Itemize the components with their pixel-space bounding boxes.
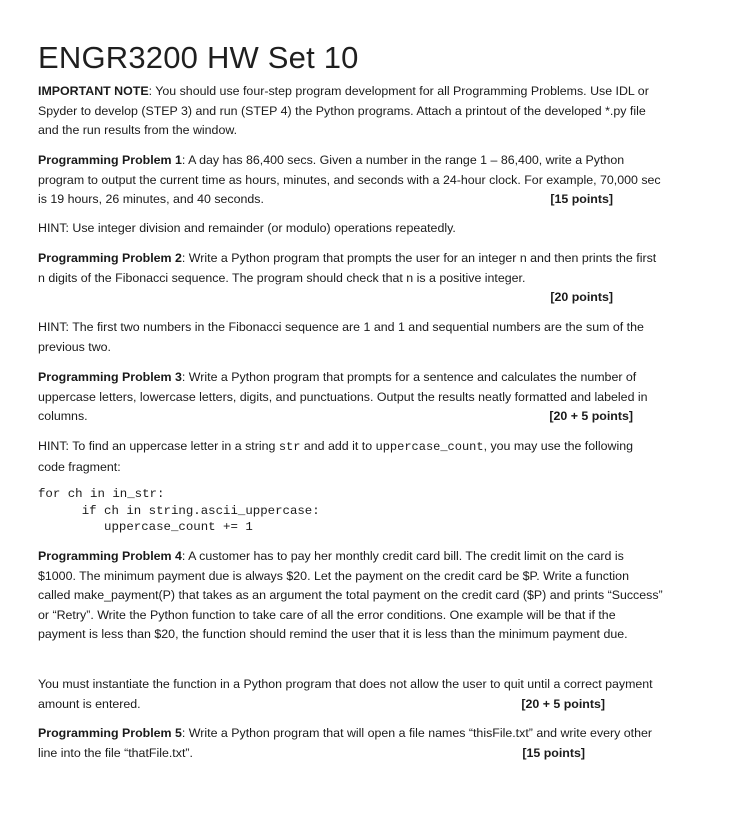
- hint-code-uppercase-count: uppercase_count: [375, 440, 484, 454]
- problem-1-text: : A day has 86,400 secs. Given a number in the range 1 – 86,400, write a Python program to output the current time as hours, minutes, and seconds with a 24-hour clock. For example, 70,000 sec is 19 hours, 26 minutes, and 40 seconds.: [38, 153, 661, 206]
- problem-3-hint-a: HINT: To find an uppercase letter in a string: [38, 439, 279, 453]
- important-text: : You should use four-step program development for all Programming Problems. Use IDL or Spyder to develop (STEP 3) and run (STEP 4) the Python programs. Attach a printout of the developed *.py file and the run results from the window.: [38, 84, 649, 137]
- code-line: uppercase_count += 1: [52, 520, 253, 534]
- code-line: for ch in in_str:: [38, 487, 165, 501]
- problem-2-label: Programming Problem 2: [38, 251, 182, 265]
- problem-4-label: Programming Problem 4: [38, 549, 182, 563]
- problem-3-hint: [38, 437, 663, 477]
- problem-4-points: [20 + 5 points]: [521, 696, 605, 711]
- code-fragment: [38, 486, 320, 536]
- problem-2-text: : Write a Python program that prompts the user for an integer n and then prints the first n digits of the Fibonacci sequence. The program should check that n is a positive integer.: [38, 251, 657, 285]
- problem-3-label: Programming Problem 3: [38, 370, 182, 384]
- problem-1-hint: [38, 219, 663, 239]
- problem-1-hint-text: HINT: Use integer division and remainder (or modulo) operations repeatedly.: [38, 221, 456, 235]
- problem-3-text: : Write a Python program that prompts for a sentence and calculates the number of uppercase letters, lowercase letters, digits, and punctuations. Output the results neatly formatted and labeled in columns.: [38, 370, 648, 423]
- problem-3-points: [20 + 5 points]: [549, 409, 633, 423]
- problem-5-points: [15 points]: [522, 745, 585, 760]
- problem-2-hint: [38, 318, 663, 357]
- page-title: ENGR3200 HW Set 10: [38, 40, 359, 75]
- problem-5: [38, 724, 663, 763]
- hint-code-str: str: [278, 440, 301, 454]
- problem-2-hint-text: HINT: The first two numbers in the Fibonacci sequence are 1 and 1 and sequential numbers are the sum of the previous two.: [38, 320, 644, 354]
- problem-3-hint-b: and add it to: [300, 439, 376, 453]
- problem-2: [38, 249, 663, 308]
- problem-1-label: Programming Problem 1: [38, 153, 182, 167]
- problem-4-text2: You must instantiate the function in a Python program that does not allow the user to quit until a correct payment amount is entered.: [38, 677, 653, 711]
- important-label: IMPORTANT NOTE: [38, 84, 149, 98]
- problem-4-continued: [38, 675, 663, 714]
- problem-1-points: [15 points]: [550, 192, 613, 206]
- code-line: if ch in string.ascii_uppercase:: [52, 503, 320, 518]
- problem-4-text: : A customer has to pay her monthly credit card bill. The credit limit on the card is $1000. The minimum payment due is always $20. Let the payment on the credit card be $P. Write a function called make_payment(P) that takes as an argument the total payment on the credit card ($P) and prints “Success” or “Retry”. Write the Python function to take care of all the error conditions. One example will be that if the payment is less than $20, the function should remind the user that it is less than the minimum payment due.: [38, 549, 663, 641]
- problem-5-label: Programming Problem 5: [38, 726, 182, 740]
- important-note: [38, 82, 663, 141]
- problem-1: [38, 151, 663, 210]
- problem-3: [38, 368, 663, 427]
- problem-3-hint-c: , you may use the following code fragment:: [38, 439, 634, 474]
- problem-4: [38, 547, 663, 645]
- problem-5-text: : Write a Python program that will open a file names “thisFile.txt” and write every other line into the file “thatFile.txt”.: [38, 726, 653, 760]
- problem-2-points: [20 points]: [550, 290, 613, 304]
